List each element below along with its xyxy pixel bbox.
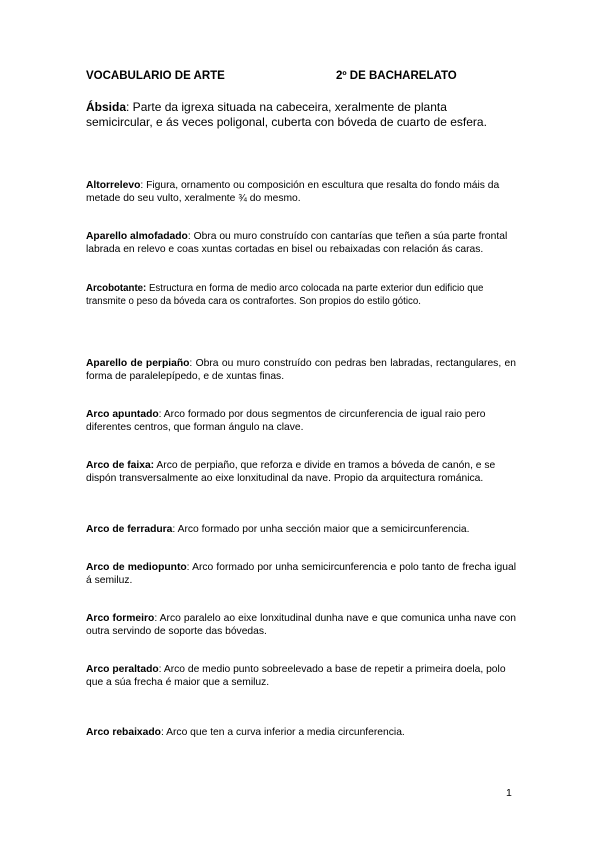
entry-term: Aparello almofadado bbox=[86, 231, 188, 242]
glossary-entry-arco-formeiro bbox=[86, 612, 516, 639]
entry-definition: Arco de perpiaño, que reforza e divide en tramos a bóveda de canón, e se dispón transversalmente ao eixe lonxitudinal da nave. Propio da arquitectura románica. bbox=[86, 460, 496, 485]
glossary-entry-aparello-perpiano bbox=[86, 357, 516, 384]
entry-term: Arco formeiro bbox=[86, 613, 155, 624]
entry-term: Altorrelevo bbox=[86, 180, 141, 191]
entry-term: Aparello de perpiaño bbox=[86, 358, 190, 369]
glossary-entry-arco-rebaixado bbox=[86, 726, 516, 739]
entry-definition: : Arco formado por unha sección maior que a semicircunferencia. bbox=[172, 524, 470, 535]
entry-definition: : Obra ou muro construído con cantarías que teñen a súa parte frontal labrada en relevo e coas xuntas cortadas en bisel ou rebaixadas con relación ás caras. bbox=[86, 231, 508, 256]
entry-definition: : Arco de medio punto sobreelevado a base de repetir a primeira doela, polo que a súa frecha é maior que a semiluz. bbox=[86, 664, 506, 689]
course-label: 2º DE BACHARELATO bbox=[336, 70, 457, 82]
glossary-entry-arco-apuntado bbox=[86, 408, 516, 435]
glossary-entry-aparello-almofadado bbox=[86, 230, 516, 257]
document-title: VOCABULARIO DE ARTE bbox=[86, 70, 225, 82]
glossary-entry-arcobotante bbox=[86, 282, 516, 309]
entry-term: Arcobotante: bbox=[86, 283, 147, 294]
entry-definition: : Arco que ten a curva inferior a media circunferencia. bbox=[160, 727, 405, 738]
entry-definition: : Figura, ornamento ou composición en escultura que resalta do fondo máis da metade do seu vulto, xeralmente ¾ do mesmo. bbox=[86, 180, 500, 205]
entry-term: Arco de mediopunto bbox=[86, 562, 187, 573]
entry-term: Arco apuntado bbox=[86, 409, 159, 420]
entry-definition: : Arco formado por dous segmentos de circunferencia de igual raio pero diferentes centros, que forman ángulo na clave. bbox=[86, 409, 486, 434]
glossary-entry-arco-de-faixa bbox=[86, 459, 516, 486]
entry-term: Arco de faixa: bbox=[86, 460, 155, 471]
glossary-entry-absida bbox=[86, 100, 516, 130]
page-number: 1 bbox=[506, 787, 512, 799]
entry-definition: : Obra ou muro construído con pedras ben labradas, rectangulares, en forma de paralelepípedo, e de xuntas finas. bbox=[86, 358, 516, 383]
entry-term: Arco de ferradura bbox=[86, 524, 173, 535]
entry-definition: Estructura en forma de medio arco colocada na parte exterior dun edificio que transmite o peso da bóveda cara os contrafortes. Son propios do estilo gótico. bbox=[86, 283, 484, 308]
glossary-entry-arco-de-ferradura bbox=[86, 523, 516, 536]
entry-term: Arco peraltado bbox=[86, 664, 159, 675]
entry-definition: : Arco paralelo ao eixe lonxitudinal dunha nave e que comunica unha nave con outra servindo de soporte das bóvedas. bbox=[86, 613, 516, 638]
entry-term: Ábsida bbox=[86, 100, 127, 114]
document-heading bbox=[86, 70, 516, 86]
entry-definition: : Arco formado por unha semicircunferencia e polo tanto de frecha igual á semiluz. bbox=[86, 562, 516, 587]
glossary-entry-altorrelevo bbox=[86, 179, 516, 206]
glossary-entry-arco-de-mediopunto bbox=[86, 561, 516, 588]
entry-term: Arco rebaixado bbox=[86, 727, 161, 738]
entry-definition: : Parte da igrexa situada na cabeceira, xeralmente de planta semicircular, e ás veces poligonal, cuberta con bóveda de cuarto de esfera. bbox=[86, 100, 487, 129]
glossary-entry-arco-peraltado bbox=[86, 663, 516, 690]
